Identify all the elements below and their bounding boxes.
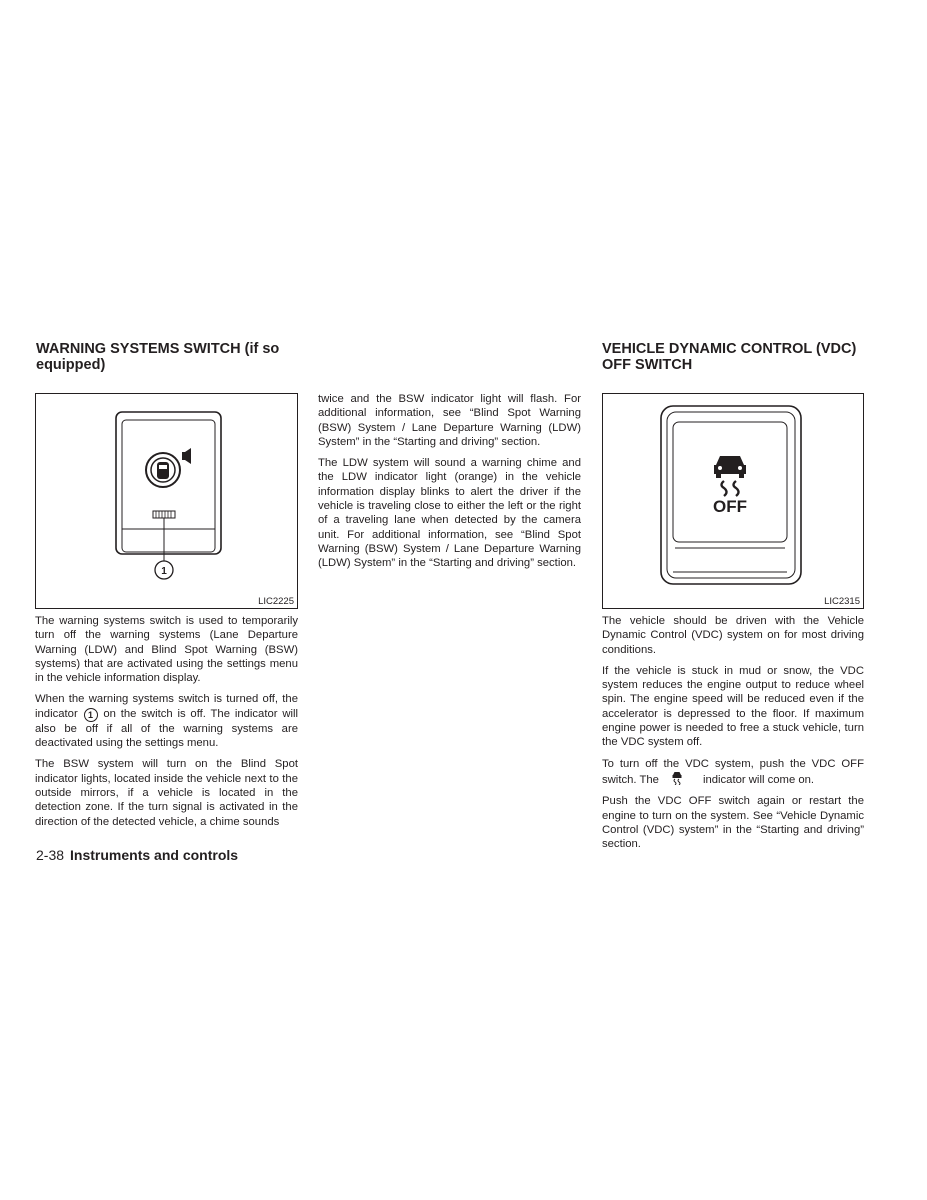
paragraph: The warning systems switch is used to temporarily turn off the warning systems (Lane Departure Warning (LDW) and Blind Spot Warning (BSW) systems) that are activated using the settings menu in the vehicle information display. <box>35 615 298 685</box>
callout-1: 1 <box>161 566 167 577</box>
vdc-off-switch-illustration <box>603 394 863 594</box>
callout-1-inline: 1 <box>84 708 98 722</box>
figure-vdc-off-switch <box>602 393 864 609</box>
middle-column-text <box>318 392 581 578</box>
paragraph: The BSW system will turn on the Blind Spot indicator lights, located inside the vehicle next to the outside mirrors, if a vehicle is located in the detection zone. If the turn signal is activated in the direction of the detected vehicle, a chime sounds <box>35 758 298 828</box>
left-column-text <box>35 614 298 836</box>
right-column-text <box>602 614 864 858</box>
paragraph: If the vehicle is stuck in mud or snow, the VDC system reduces the engine output to reduce wheel spin. The engine speed will be reduced even if the accelerator is depressed to the floor. If maximum engine power is needed to free a stuck vehicle, turn the VDC system off. <box>602 664 864 749</box>
figure-code: LIC2225 <box>258 596 294 607</box>
paragraph: When the warning systems switch is turned off, the indicator 1 on the switch is off. The indicator will also be off if all of the warning systems are deactivated using the settings menu. <box>35 693 299 750</box>
slip-indicator-icon <box>669 771 685 785</box>
paragraph: Push the VDC OFF switch again or restart the engine to turn on the system. See “Vehicle Dynamic Control (VDC) system” in the “Starting and driving” section. <box>602 795 864 851</box>
warning-systems-icon <box>146 448 191 487</box>
paragraph: The LDW system will sound a warning chime and the LDW indicator light (orange) in the vehicle information display blinks to alert the driver if the vehicle is traveling close to either the left or the right of a traveling lane when detected by the camera unit. For additional information, see “Blind Spot Warning (BSW) System / Lane Departure Warning (LDW) System” in the “Starting and driving” section. <box>318 457 581 570</box>
figure-code: LIC2315 <box>824 596 860 607</box>
paragraph: twice and the BSW indicator light will flash. For additional information, see “Blind Spot Warning (BSW) System / Lane Departure Warning (LDW) System” in the “Starting and driving” section. <box>318 393 581 448</box>
warning-systems-switch-illustration <box>36 394 297 594</box>
heading-vdc-off-switch: VEHICLE DYNAMIC CONTROL (VDC) OFF SWITCH <box>602 341 857 373</box>
paragraph: To turn off the VDC system, push the VDC OFF switch. The indicator will come on. <box>602 757 864 786</box>
vdc-off-icon <box>714 456 746 496</box>
vdc-off-label: OFF <box>713 497 747 516</box>
page-footer <box>36 846 238 864</box>
figure-warning-systems-switch <box>35 393 298 609</box>
page-number: 2-38 <box>36 847 65 863</box>
section-name: Instruments and controls <box>70 847 239 863</box>
paragraph: The vehicle should be driven with the Vehicle Dynamic Control (VDC) system on for most driving conditions. <box>602 615 864 656</box>
heading-warning-systems-switch: WARNING SYSTEMS SWITCH (if so equipped) <box>36 341 280 373</box>
